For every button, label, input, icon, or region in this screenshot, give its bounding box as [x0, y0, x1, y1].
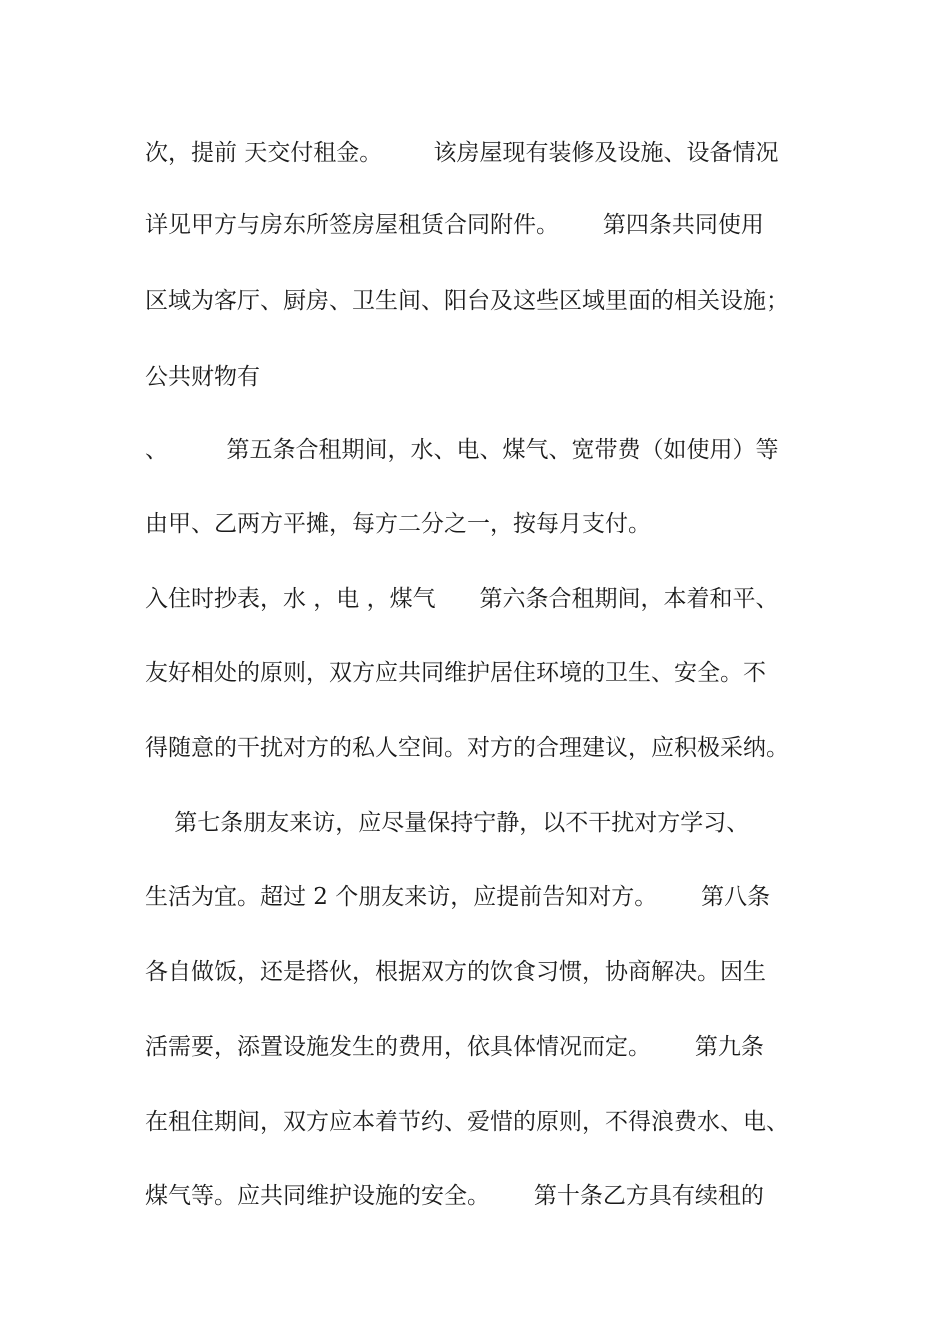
text-line-3: 区域为客厅、厨房、卫生间、阳台及这些区域里面的相关设施； [145, 288, 789, 314]
text-line-10: 第七条朋友来访，应尽量保持宁静，以不干扰对方学习、 [145, 810, 750, 836]
text-line-11: 生活为宜。超过 2 个朋友来访，应提前告知对方。 第八条 [145, 884, 771, 910]
text-line-15: 煤气等。应共同维护设施的安全。 第十条乙方具有续租的 [145, 1183, 764, 1209]
text-line-9: 得随意的干扰对方的私人空间。对方的合理建议，应积极采纳。 [145, 735, 789, 761]
text-line-12: 各自做饭，还是搭伙，根据双方的饮食习惯，协商解决。因生 [145, 959, 766, 985]
text-line-4: 公共财物有 [145, 364, 260, 390]
text-line-13: 活需要，添置设施发生的费用，依具体情况而定。 第九条 [145, 1034, 764, 1060]
text-line-1: 次，提前 天交付租金。 该房屋现有装修及设施、设备情况 [145, 140, 779, 166]
text-line-8: 友好相处的原则，双方应共同维护居住环境的卫生、安全。不 [145, 660, 766, 686]
text-line-5: 、 第五条合租期间，水、电、煤气、宽带费（如使用）等 [145, 437, 779, 463]
text-line-2: 详见甲方与房东所签房屋租赁合同附件。 第四条共同使用 [145, 212, 764, 238]
text-line-7: 入住时抄表，水 ，电 ，煤气 第六条合租期间，本着和平、 [145, 586, 779, 612]
text-line-6: 由甲、乙两方平摊，每方二分之一，按每月支付。 [145, 511, 651, 537]
text-line-14: 在租住期间，双方应本着节约、爱惜的原则，不得浪费水、电、 [145, 1109, 789, 1135]
